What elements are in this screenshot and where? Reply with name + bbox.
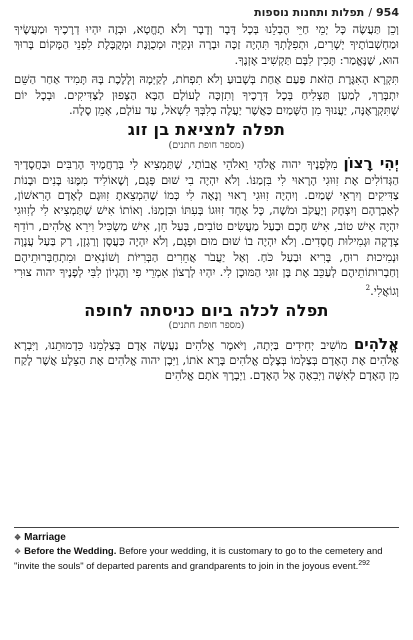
prayer-source-note: (מספר חופת חתנים) bbox=[168, 320, 245, 332]
lead-word: יְהִי רָצוֹן bbox=[343, 154, 400, 173]
paragraph: וְכֵן תַּעֲשֶׂה כָּל יְמֵי חַיֵּי הֶבְלֵנוּ בְּכָל דָּבָר וְדָבָר וְלֹא תֶחֱטָא, וּבְזֶה יִהְיוּ דְרָכֶיךָ וּמַעֲשֶׂיךָ וּמַחְשְׁבוֹתֶיךָ יְשָׁרִים, וּתְפִלָּתְךָ תִּהְיֶה זַכָּה וּבָרָה וּנְקִיָּה וּמְכֻוֶּנֶת וּמְקֻבֶּלֶת לִפְנֵי הַמָּקוֹם בָּרוּךְ הוּא, שֶׁנֶּאֱמַר: תָּכִין לִבָּם תַּקְשִׁיב אָזְנֶךָ. bbox=[14, 22, 399, 67]
main-text bbox=[14, 22, 399, 384]
reference-number: 292 bbox=[358, 560, 370, 567]
commentary-box bbox=[14, 527, 399, 573]
running-head bbox=[14, 6, 399, 22]
prayer-title: תפלה לכלה ביום כניסתה לחופה bbox=[84, 300, 329, 320]
section-mark-icon: ❖ bbox=[14, 533, 22, 542]
commentary-text: Before your wedding, it is customary to go to the cemetery and "invite the souls" of departed parents and grandparents to join in the joyous event. bbox=[14, 546, 383, 573]
footnote-marker: 2 bbox=[365, 283, 371, 292]
section-title: תפלות ותחנות נוספות bbox=[254, 6, 365, 19]
prayer-source-note: (מספר חופת חתנים) bbox=[168, 139, 245, 151]
commentary-body bbox=[14, 546, 399, 573]
prayer-body: מִלְּפָנֶיךָ יהוה אֱלֹהַי וֵאלֹהֵי אֲבוֹתַי, שֶׁתַּמְצִיא לִי בְּרַחֲמֶיךָ הָרַבִּים וּבַחֲסָדֶיךָ הַגְּדוֹלִים אֶת זִוּוּגִי הָרָאוּי לִי בִּזְמַנּוֹ. וְלֹא יִהְיֶה בִי שׁוּם פְּגָם, וְשֶׁאוֹלִיד מִמֶּנּוּ בָּנִים וּבָנוֹת צַדִּיקִים וְיִרְאֵי שָׁמַיִם. וְיִהְיֶה זִוּוּגִי רָאוּי וְנָאֶה לִי כְּמוֹ שֶׁהִמְצֵאתָ זִוּוּגָם לְאָדָם הָרִאשׁוֹן, לְאַבְרָהָם וְיִצְחָק וְיַעֲקֹב וּמֹשֶׁה, כָּל אֶחָד זִוּוּגוֹ בְּעִתּוֹ וּבִזְמַנּוֹ. וְאוֹתוֹ אִישׁ שֶׁתַּמְצִיא לִי לְזִוּוּגִי יִהְיֶה אִישׁ טוֹב, אִישׁ חָכָם וּבַעַל מַעֲשִׂים טוֹבִים, בַּעַל חֵן, אִישׁ מַשְׂכִּיל וִירֵא אֱלֹהִים, רוֹדֵף צְדָקָה וּגְמִילוּת חֲסָדִים. וְלֹא יִהְיֶה בוֹ שׁוּם מוּם וּפְגָם, וְלֹא יִהְיֶה כַּעֲסָן וְרַגְזָן, רַק בַּעַל עֲנָוָה וּנְמִיכוּת רוּחַ, בָּרִיא וּבַעַל כֹּחַ. וְאַל יַעֲבֹר אֲחֵרִים הַבְּרִיּוֹת וְשׁוֹנְאִים וּמִתְחַבְּרוּתֵיהֶם וְחַבְרוּתוֹתֵיהֶם לְעַכֵּב אֶת בֶּן זוּגִי הַמּוּכָן לִי. יִהְיוּ לְרָצוֹן אִמְרֵי פִי וְהֶגְיוֹן לִבִּי לְפָנֶיךָ יהוה צוּרִי וְגוֹאֲלִי. bbox=[14, 157, 399, 298]
section-mark-icon: ❖ bbox=[14, 547, 22, 556]
commentary-title-text: Marriage bbox=[24, 532, 66, 543]
paragraph: תִּקְרָא הָאִגֶּרֶת הַזֹּאת פַּעַם אַחַת בְּשָׁבוּעַ וְלֹא תִפְחֹת, לְקַיְּמָהּ וְלָלֶכֶת בָּהּ תָּמִיד אַחַר הַשֵּׁם יִתְבָּרַךְ, לְמַעַן תַּצְלִיחַ בְּכָל דְּרָכֶיךָ וְתִזְכֶּה לָעוֹלָם הַבָּא הַצָּפוּן לַצַּדִּיקִים. וּבְכָל יוֹם שֶׁתִּקְרָאֶנָּה, יַעֲנוּךָ מִן הַשָּׁמַיִם כַּאֲשֶׁר יַעֲלֶה בְלִבְּךָ לִשְׁאֹל, עַד עוֹלָם, אָמֵן סֶלָה. bbox=[14, 72, 399, 118]
commentary-label: Before the Wedding. bbox=[24, 546, 117, 557]
prayer-text bbox=[14, 334, 399, 384]
lead-word: אֱלֹהִים bbox=[353, 334, 399, 353]
separator: / bbox=[368, 6, 373, 19]
page-number: 954 bbox=[376, 6, 399, 19]
prayer-body: מוֹשִׁיב יְחִידִים בַּיְתָה, וַיֹּאמֶר אֱלֹהִים נַעֲשֶׂה אָדָם בְּצַלְמֵנוּ כִּדְמוּתֵנוּ, וַיִּבְרָא אֱלֹהִים אֶת הָאָדָם בְּצַלְמוֹ בְּצֶלֶם אֱלֹהִים בָּרָא אֹתוֹ, וַיִּבֶן יהוה אֱלֹהִים אֶת הַצֵּלָע אֲשֶׁר לָקַח מִן הָאָדָם לְאִשָּׁה וַיְבִאֶהָ אֶל הָאָדָם. וַיְבָרֶךְ אֹתָם אֱלֹהִים bbox=[14, 337, 399, 383]
prayer-text bbox=[14, 156, 399, 299]
commentary-title bbox=[14, 532, 399, 544]
prayer-title: תפלה למציאת בן זוג bbox=[127, 120, 286, 140]
